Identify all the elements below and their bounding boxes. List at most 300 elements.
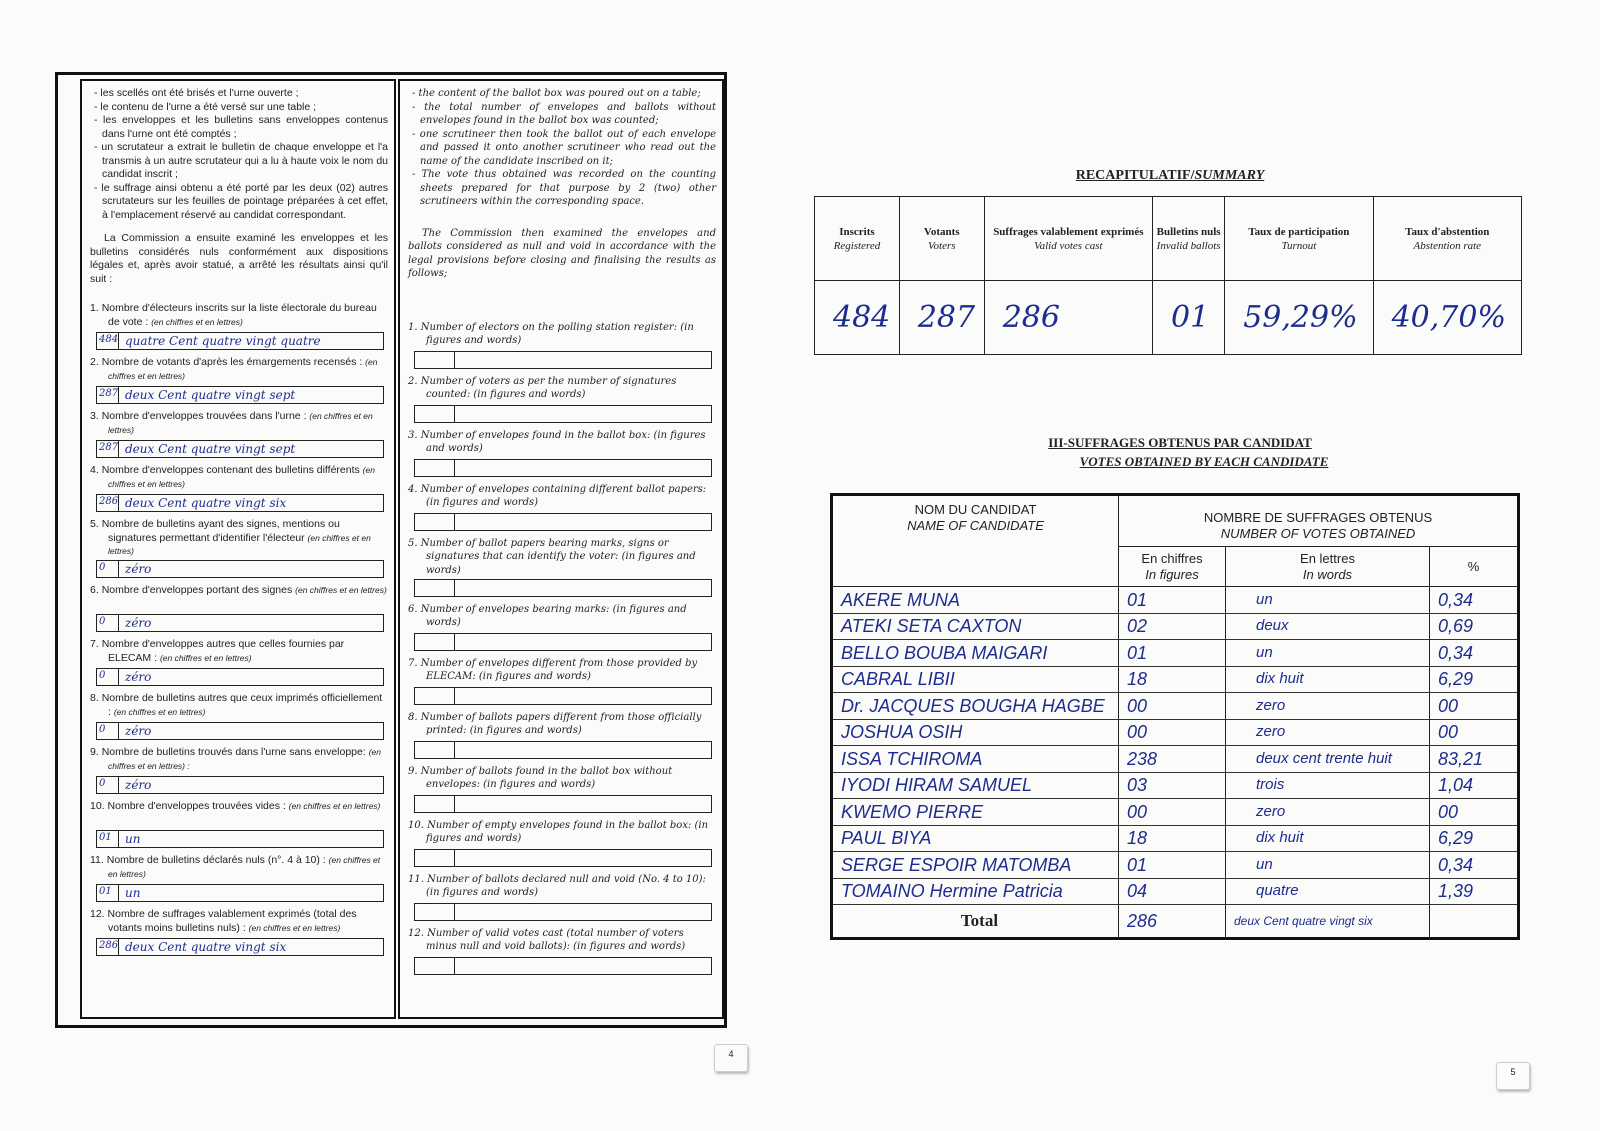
item-number: 1. — [90, 302, 99, 314]
candidate-figures: 18 — [1119, 666, 1226, 693]
candidate-words: quatre — [1226, 878, 1430, 905]
answer-box — [414, 849, 712, 867]
name-column-header — [832, 495, 1119, 587]
item-number: 8. — [408, 711, 418, 723]
candidate-row — [832, 852, 1519, 879]
item-text: Nombre de bulletins ayant des signes, mentions ou signatures permettant d'identifier l'électeur — [101, 518, 340, 544]
header-en: Turnout — [1281, 239, 1317, 252]
summary-title-en: SUMMARY — [1194, 168, 1265, 183]
english-column — [398, 79, 724, 1019]
item-label — [90, 638, 388, 665]
candidate-name: JOSHUA OSIH — [832, 719, 1119, 746]
item-label — [90, 464, 388, 491]
item-text: Number of ballots papers different from those officially printed: (in figures and words) — [420, 711, 702, 736]
answer-words: quatre Cent quatre vingt quatre — [125, 334, 321, 348]
item-number: 12. — [408, 927, 424, 939]
answer-figures — [415, 958, 455, 974]
answer-figures: 286 — [97, 495, 119, 511]
answer-figures: 0 — [97, 669, 119, 685]
answer-figures: 484 — [97, 333, 119, 349]
item-hint: (en chiffres et en lettres) — [151, 316, 243, 327]
item-label — [90, 908, 388, 935]
answer-words — [455, 904, 711, 920]
form-item — [90, 518, 388, 584]
answer-box — [96, 884, 384, 902]
item-text: Number of envelopes different from those provided by ELECAM: (in figures and words) — [420, 657, 698, 682]
answer-figures — [415, 742, 455, 758]
item-number: 7. — [90, 638, 99, 650]
answer-words: zéro — [125, 778, 152, 792]
item-hint: (en chiffres et en lettres) — [288, 801, 381, 811]
item-number: 8. — [90, 692, 99, 704]
answer-box — [414, 459, 712, 477]
item-label — [408, 927, 716, 954]
header-fr: Votants — [923, 225, 960, 238]
item-text: Nombre d'enveloppes contenant des bulletins différents — [101, 464, 360, 476]
procedure-step: - le contenu de l'urne a été versé sur une table ; — [94, 100, 317, 113]
answer-figures: 287 — [97, 387, 119, 403]
answer-figures — [415, 850, 455, 866]
answer-words — [455, 514, 711, 530]
item-label — [90, 356, 388, 383]
summary-value: 01 — [1153, 281, 1225, 355]
total-figures: 286 — [1119, 905, 1226, 939]
candidate-words: deux cent trente huit — [1226, 746, 1430, 773]
item-number: 2. — [408, 375, 418, 387]
item-number: 1. — [408, 321, 418, 333]
item-number: 3. — [408, 429, 418, 441]
header-en: Registered — [833, 239, 881, 252]
candidate-row — [832, 878, 1519, 905]
form-item — [408, 537, 716, 603]
item-text: Number of electors on the polling station register: (in figures and words) — [420, 321, 694, 346]
item-text: Number of ballots found in the ballot box without envelopes: (in figures and words) — [420, 765, 673, 790]
candidate-figures: 18 — [1119, 825, 1226, 852]
item-number: 7. — [408, 657, 418, 669]
summary-value: 59,29% — [1225, 281, 1373, 355]
answer-box — [96, 332, 384, 350]
answer-figures — [415, 904, 455, 920]
candidate-percent: 00 — [1430, 719, 1519, 746]
candidate-name: CABRAL LIBII — [832, 666, 1119, 693]
summary-header-cell — [1153, 197, 1225, 281]
answer-box — [96, 668, 384, 686]
item-number: 10. — [408, 819, 424, 831]
figures-column-header — [1119, 547, 1226, 587]
english-paragraph: The Commission then examined the envelopes and ballots considered as null and void in accordance with the legal provisions before closing and finalising the results as follows; — [408, 227, 716, 279]
header-en: Abstention rate — [1413, 239, 1482, 252]
total-percent — [1430, 905, 1519, 939]
summary-value-row — [815, 281, 1522, 355]
form-item — [90, 356, 388, 410]
answer-box — [96, 614, 384, 632]
candidate-name: ISSA TCHIROMA — [832, 746, 1119, 773]
answer-figures — [415, 406, 455, 422]
answer-box — [96, 386, 384, 404]
summary-header-cell — [984, 197, 1152, 281]
header-fr: Suffrages valablement exprimés — [993, 225, 1144, 238]
answer-words — [455, 460, 711, 476]
item-number: 11. — [90, 854, 104, 866]
procedure-step: - one scrutineer then took the ballot out of each envelope and passed it onto another scrutineer who read out the name of the candidate inscribed on it; — [412, 128, 716, 167]
answer-figures: 0 — [97, 777, 119, 793]
item-label — [408, 483, 716, 510]
candidate-words: un — [1226, 852, 1430, 879]
candidates-table — [830, 493, 1520, 940]
procedure-step: - les scellés ont été brisés et l'urne ouverte ; — [94, 87, 299, 99]
form-item — [408, 819, 716, 873]
item-number: 12. — [90, 908, 105, 920]
candidate-figures: 01 — [1119, 852, 1226, 879]
header-en: Invalid ballots — [1156, 239, 1221, 252]
item-text: Number of envelopes bearing marks: (in figures and words) — [420, 603, 687, 628]
procedure-step: - The vote thus obtained was recorded on the counting sheets prepared for that purpose by 2 (two) other scrutineers within the corresponding space. — [412, 169, 716, 207]
summary-header-row — [815, 197, 1522, 281]
candidate-name: TOMAINO Hermine Patricia — [832, 878, 1119, 905]
item-label — [90, 302, 388, 329]
item-number: 10. — [90, 800, 105, 812]
answer-box — [96, 830, 384, 848]
form-item — [408, 603, 716, 657]
answer-box — [414, 687, 712, 705]
item-text: Nombre de bulletins déclarés nuls (n°. 4 à 10) : — [106, 854, 326, 866]
candidate-percent: 00 — [1430, 693, 1519, 720]
answer-figures: 01 — [97, 831, 119, 847]
votes-column-header — [1119, 495, 1519, 547]
item-text: Number of valid votes cast (total number of voters minus null and void ballots): (in figures and words) — [426, 927, 686, 952]
candidate-row — [832, 693, 1519, 720]
item-hint: (en chiffres et en lettres) — [108, 465, 375, 489]
answer-words: zéro — [125, 616, 152, 630]
form-item — [408, 483, 716, 537]
summary-value: 286 — [984, 281, 1152, 355]
item-number: 6. — [90, 584, 99, 596]
header-fr: Bulletins nuls — [1156, 225, 1221, 238]
item-text: Nombre d'enveloppes trouvées dans l'urne : — [101, 410, 307, 422]
candidate-percent: 0,34 — [1430, 640, 1519, 667]
candidate-words: un — [1226, 587, 1430, 614]
form-item — [90, 464, 388, 518]
item-label — [408, 429, 716, 456]
candidate-row — [832, 746, 1519, 773]
item-hint: (en chiffres et en lettres) — [159, 652, 252, 663]
candidate-words: zero — [1226, 719, 1430, 746]
answer-figures: 0 — [97, 723, 119, 739]
item-text: Number of envelopes containing different ballot papers: (in figures and words) — [420, 483, 707, 508]
answer-words: deux Cent quatre vingt six — [125, 496, 287, 510]
summary-header-cell — [1373, 197, 1521, 281]
answer-words — [455, 352, 711, 368]
candidate-figures: 01 — [1119, 587, 1226, 614]
item-number: 11. — [408, 873, 424, 885]
answer-words: deux Cent quatre vingt sept — [125, 388, 296, 402]
answer-words — [455, 406, 711, 422]
candidate-row — [832, 772, 1519, 799]
form-item — [90, 908, 388, 962]
candidate-percent: 1,39 — [1430, 878, 1519, 905]
item-number: 4. — [408, 483, 418, 495]
answer-figures — [415, 796, 455, 812]
item-text: Nombre de bulletins autres que ceux imprimés officiellement : — [101, 692, 383, 718]
name-header-en: NAME OF CANDIDATE — [907, 518, 1044, 533]
candidate-row — [832, 666, 1519, 693]
answer-figures: 286 — [97, 939, 119, 955]
answer-figures — [415, 634, 455, 650]
english-items — [408, 321, 716, 981]
item-text: Nombre d'enveloppes trouvées vides : — [107, 800, 286, 812]
votes-header-fr: NOMBRE DE SUFFRAGES OBTENUS — [1203, 510, 1433, 525]
answer-figures: 287 — [97, 441, 119, 457]
form-item — [90, 302, 388, 356]
candidate-words: trois — [1226, 772, 1430, 799]
procedure-step: - un scrutateur a extrait le bulletin de chaque enveloppe et l'a transmis à un autre scrutateur qui a lu à haute voix le nom du candidat inscrit ; — [94, 141, 388, 180]
header-en: Valid votes cast — [1034, 239, 1103, 252]
candidate-percent: 1,04 — [1430, 772, 1519, 799]
answer-words: zéro — [125, 724, 152, 738]
item-hint: (en chiffres et en lettres) — [248, 922, 341, 933]
words-header-en: In words — [1302, 566, 1353, 582]
name-header-fr: NOM DU CANDIDAT — [914, 502, 1037, 517]
answer-box — [414, 405, 712, 423]
answer-figures — [415, 688, 455, 704]
answer-box — [96, 938, 384, 956]
header-en: Voters — [928, 239, 956, 252]
candidate-words: un — [1226, 640, 1430, 667]
answer-words — [455, 796, 711, 812]
form-item — [408, 375, 716, 429]
candidate-words: zero — [1226, 799, 1430, 826]
answer-box — [96, 776, 384, 794]
item-hint: (en chiffres et en lettres) — [108, 357, 378, 381]
procedure-step: - les enveloppes et les bulletins sans enveloppes contenus dans l'urne ont été comptés ; — [94, 114, 388, 140]
candidates-title-en: VOTES OBTAINED BY EACH CANDIDATE — [1079, 454, 1329, 469]
candidate-percent: 0,69 — [1430, 613, 1519, 640]
candidate-figures: 02 — [1119, 613, 1226, 640]
item-label — [90, 692, 388, 719]
answer-box — [414, 741, 712, 759]
answer-figures: 0 — [97, 615, 119, 631]
answer-words: zéro — [125, 562, 152, 576]
total-label: Total — [832, 905, 1119, 939]
item-label — [408, 765, 716, 792]
candidate-name: KWEMO PIERRE — [832, 799, 1119, 826]
answer-box — [414, 513, 712, 531]
answer-words: zéro — [125, 670, 152, 684]
procedure-step: - le suffrage ainsi obtenu a été porté par les deux (02) autres scrutateurs sur les feuilles de pointage préparées à cet effet, à l'emplacement réservé au candidat correspondant. — [94, 181, 388, 221]
form-item — [90, 800, 388, 854]
candidate-words: dix huit — [1226, 666, 1430, 693]
form-item — [90, 692, 388, 746]
form-item — [90, 746, 388, 800]
item-label — [408, 321, 716, 348]
item-text: Number of empty envelopes found in the ballot box: (in figures and words) — [426, 819, 709, 844]
candidate-row — [832, 825, 1519, 852]
form-item — [408, 765, 716, 819]
answer-box — [414, 903, 712, 921]
item-text: Number of ballots declared null and void (No. 4 to 10): (in figures and words) — [426, 873, 706, 898]
item-number: 9. — [90, 746, 99, 758]
summary-value: 287 — [899, 281, 984, 355]
percent-column-header: % — [1430, 547, 1519, 587]
candidate-name: AKERE MUNA — [832, 587, 1119, 614]
item-label — [408, 375, 716, 402]
item-label — [90, 800, 388, 814]
candidate-figures: 00 — [1119, 719, 1226, 746]
form-item — [90, 584, 388, 638]
form-item — [408, 873, 716, 927]
item-number: 2. — [90, 356, 99, 368]
item-label — [408, 873, 716, 900]
form-item — [408, 429, 716, 483]
candidate-words: zero — [1226, 693, 1430, 720]
candidate-percent: 0,34 — [1430, 852, 1519, 879]
candidate-percent: 0,34 — [1430, 587, 1519, 614]
answer-words: un — [125, 886, 141, 900]
answer-figures — [415, 580, 455, 596]
item-hint: (en chiffres et en lettres) : — [108, 747, 381, 771]
item-text: Number of envelopes found in the ballot box: (in figures and words) — [420, 429, 706, 454]
answer-words — [455, 958, 711, 974]
item-label — [408, 711, 716, 738]
item-hint: (en chiffres et en lettres) — [113, 706, 206, 717]
form-item — [408, 927, 716, 981]
procedure-step: - the total number of envelopes and ballots without envelopes found in the ballot box was counted; — [412, 101, 716, 126]
english-procedure-list — [408, 87, 716, 209]
candidate-name: PAUL BIYA — [832, 825, 1119, 852]
item-label — [408, 819, 716, 846]
answer-figures — [415, 460, 455, 476]
answer-box — [414, 351, 712, 369]
item-number: 5. — [408, 537, 418, 549]
candidates-title-fr: III-SUFFRAGES OBTENUS PAR CANDIDAT — [1048, 435, 1312, 450]
summary-value: 484 — [815, 281, 900, 355]
answer-words — [455, 742, 711, 758]
total-row — [832, 905, 1519, 939]
item-label — [90, 746, 388, 773]
answer-box — [96, 722, 384, 740]
candidate-name: IYODI HIRAM SAMUEL — [832, 772, 1119, 799]
header-fr: Taux de participation — [1248, 225, 1350, 238]
answer-words — [455, 634, 711, 650]
item-label — [408, 657, 716, 684]
header-fr: Taux d'abstention — [1405, 225, 1490, 238]
summary-header-cell — [1225, 197, 1373, 281]
form-item — [408, 711, 716, 765]
candidate-figures: 238 — [1119, 746, 1226, 773]
answer-box — [414, 795, 712, 813]
french-procedure-list — [90, 87, 388, 222]
answer-figures: 01 — [97, 885, 119, 901]
french-column — [80, 79, 396, 1019]
item-number: 9. — [408, 765, 418, 777]
item-text: Nombre de bulletins trouvés dans l'urne sans enveloppe: — [101, 746, 366, 758]
item-number: 4. — [90, 464, 99, 476]
answer-box — [414, 579, 712, 597]
page-number-left: 4 — [714, 1044, 748, 1072]
french-paragraph: La Commission a ensuite examiné les enveloppes et les bulletins considérés nuls conformément aux dispositions légales et, après avoir statué, a arrêté les résultats ainsi qu'il suit : — [90, 232, 388, 285]
answer-box — [414, 633, 712, 651]
item-text: Nombre d'enveloppes portant des signes — [101, 584, 293, 596]
candidate-row — [832, 587, 1519, 614]
answer-words — [455, 580, 711, 596]
words-column-header — [1226, 547, 1430, 587]
candidate-name: BELLO BOUBA MAIGARI — [832, 640, 1119, 667]
candidate-name: ATEKI SETA CAXTON — [832, 613, 1119, 640]
answer-words — [455, 850, 711, 866]
candidate-name: SERGE ESPOIR MATOMBA — [832, 852, 1119, 879]
summary-header-cell — [815, 197, 900, 281]
words-header-fr: En lettres — [1300, 550, 1355, 566]
candidate-figures: 00 — [1119, 799, 1226, 826]
item-label — [408, 603, 716, 630]
answer-box — [96, 494, 384, 512]
answer-words — [455, 688, 711, 704]
candidate-row — [832, 799, 1519, 826]
total-words: deux Cent quatre vingt six — [1226, 905, 1430, 939]
candidate-percent: 83,21 — [1430, 746, 1519, 773]
answer-words: un — [125, 832, 141, 846]
item-label — [90, 584, 388, 598]
form-item — [408, 657, 716, 711]
votes-header-en: NUMBER OF VOTES OBTAINED — [1220, 526, 1416, 541]
figures-header-en: In figures — [1145, 566, 1199, 582]
summary-title-fr: RECAPITULATIF/ — [1075, 168, 1195, 183]
french-items — [90, 302, 388, 962]
procedure-step: - the content of the ballot box was poured out on a table; — [412, 88, 701, 99]
answer-words: deux Cent quatre vingt six — [125, 940, 287, 954]
candidate-percent: 6,29 — [1430, 825, 1519, 852]
candidate-row — [832, 719, 1519, 746]
item-label — [408, 537, 716, 578]
candidate-figures: 00 — [1119, 693, 1226, 720]
form-item — [90, 854, 388, 908]
form-item — [90, 410, 388, 464]
answer-figures — [415, 514, 455, 530]
candidate-percent: 6,29 — [1430, 666, 1519, 693]
page-number-right: 5 — [1496, 1062, 1530, 1090]
item-label — [90, 410, 388, 437]
item-text: Nombre d'enveloppes autres que celles fournies par ELECAM : — [101, 638, 345, 664]
answer-box — [414, 957, 712, 975]
item-number: 5. — [90, 518, 99, 530]
form-item — [90, 638, 388, 692]
form-item — [408, 321, 716, 375]
candidate-name: Dr. JACQUES BOUGHA HAGBE — [832, 693, 1119, 720]
candidate-figures: 04 — [1119, 878, 1226, 905]
item-hint: (en chiffres et en lettres) — [108, 411, 373, 435]
item-hint: (en chiffres et en lettres) — [108, 855, 381, 879]
candidate-words: dix huit — [1226, 825, 1430, 852]
answer-box — [96, 560, 384, 578]
item-label — [90, 854, 388, 881]
summary-header-cell — [899, 197, 984, 281]
item-text: Nombre d'électeurs inscrits sur la liste électorale du bureau de vote : — [101, 302, 377, 328]
answer-words: deux Cent quatre vingt sept — [125, 442, 296, 456]
summary-value: 40,70% — [1373, 281, 1521, 355]
item-text: Number of ballot papers bearing marks, signs or signatures that can identify the voter: (in figures and words) — [420, 537, 696, 576]
summary-table — [814, 196, 1522, 355]
item-text: Nombre de suffrages valablement exprimés (total des votants moins bulletins nuls) : — [107, 908, 357, 934]
item-hint: (en chiffres et en lettres) — [295, 585, 387, 595]
answer-figures — [415, 352, 455, 368]
item-number: 6. — [408, 603, 418, 615]
item-number: 3. — [90, 410, 99, 422]
candidate-words: deux — [1226, 613, 1430, 640]
item-label — [90, 518, 388, 559]
answer-box — [96, 440, 384, 458]
figures-header-fr: En chiffres — [1141, 550, 1203, 566]
item-text: Nombre de votants d'après les émargements recensés : — [101, 356, 363, 368]
